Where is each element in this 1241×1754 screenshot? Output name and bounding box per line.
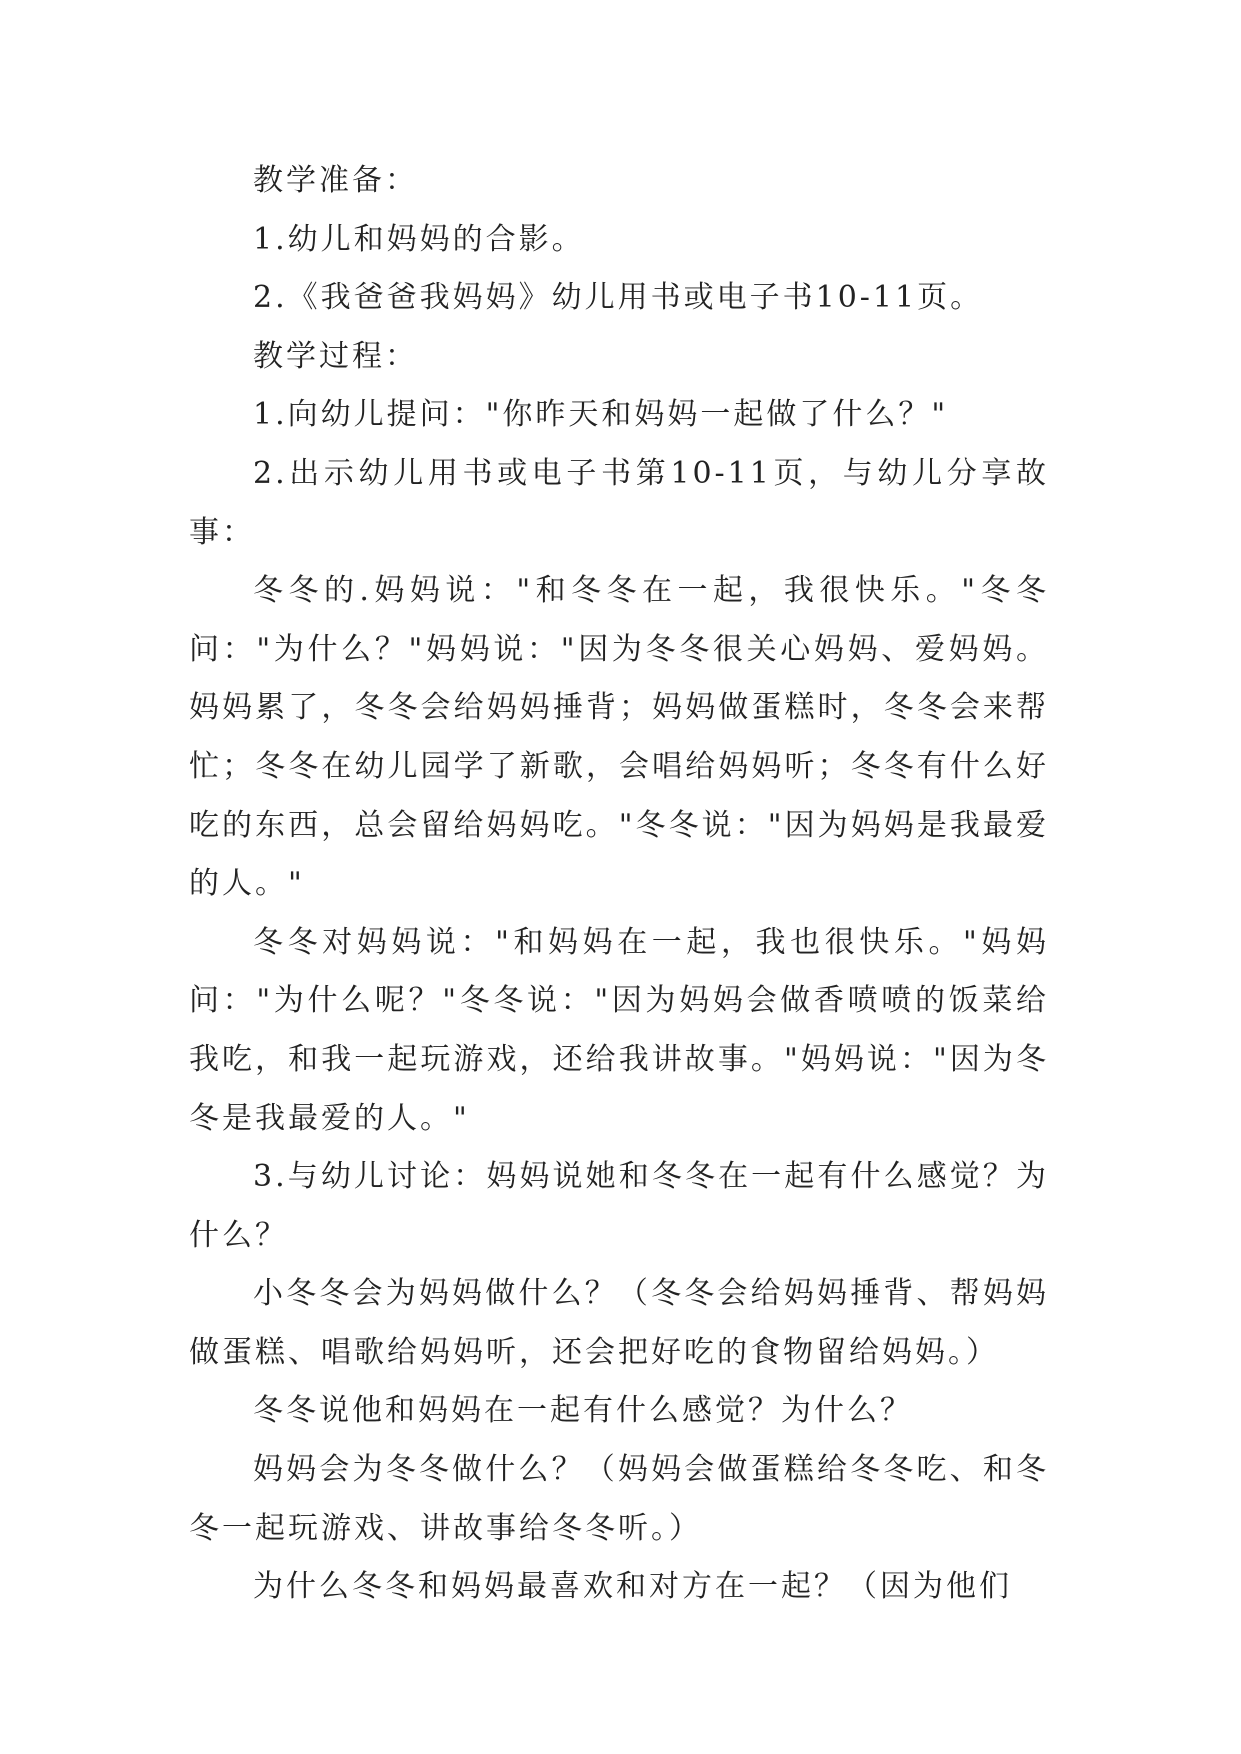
story-paragraph-2: 冬冬对妈妈说："和妈妈在一起，我也很快乐。"妈妈问："为什么呢？"冬冬说："因为妈妈会做香喷喷的饭菜给我吃，和我一起玩游戏，还给我讲故事。"妈妈说："因为冬冬是我最爱的人。"	[189, 924, 1049, 1136]
story-paragraph-1: 冬冬的.妈妈说："和冬冬在一起，我很快乐。"冬冬问："为什么？"妈妈说："因为冬冬很关心妈妈、爱妈妈。妈妈累了，冬冬会给妈妈捶背；妈妈做蛋糕时，冬冬会来帮忙；冬冬在幼儿园学了新歌，会唱给妈妈听；冬冬有什么好吃的东西，总会留给妈妈吃。"冬冬说："因为妈妈是我最爱的人。"	[189, 573, 1049, 902]
process-step-3: 3.与幼儿讨论：妈妈说她和冬冬在一起有什么感觉？为什么？	[189, 1159, 1049, 1253]
discussion-question-3: 妈妈会为冬冬做什么？（妈妈会做蛋糕给冬冬吃、和冬冬一起玩游戏、讲故事给冬冬听。）	[189, 1452, 1049, 1546]
process-step-2: 2.出示幼儿用书或电子书第10-11页，与幼儿分享故事：	[189, 455, 1049, 550]
preparation-item-1: 1.幼儿和妈妈的合影。	[253, 221, 585, 257]
preparation-item-2: 2.《我爸爸我妈妈》幼儿用书或电子书10-11页。	[253, 280, 984, 316]
heading-teaching-preparation: 教学准备：	[253, 163, 418, 198]
discussion-question-2: 冬冬说他和妈妈在一起有什么感觉？为什么？	[253, 1393, 913, 1429]
document-body	[189, 152, 1049, 1617]
process-step-1: 1.向幼儿提问："你昨天和妈妈一起做了什么？"	[253, 397, 949, 433]
discussion-question-4: 为什么冬冬和妈妈最喜欢和对方在一起？（因为他们	[253, 1569, 1012, 1605]
discussion-question-1: 小冬冬会为妈妈做什么？（冬冬会给妈妈捶背、帮妈妈做蛋糕、唱歌给妈妈听，还会把好吃的食物留给妈妈。）	[189, 1276, 1049, 1370]
heading-teaching-process: 教学过程：	[253, 338, 418, 374]
